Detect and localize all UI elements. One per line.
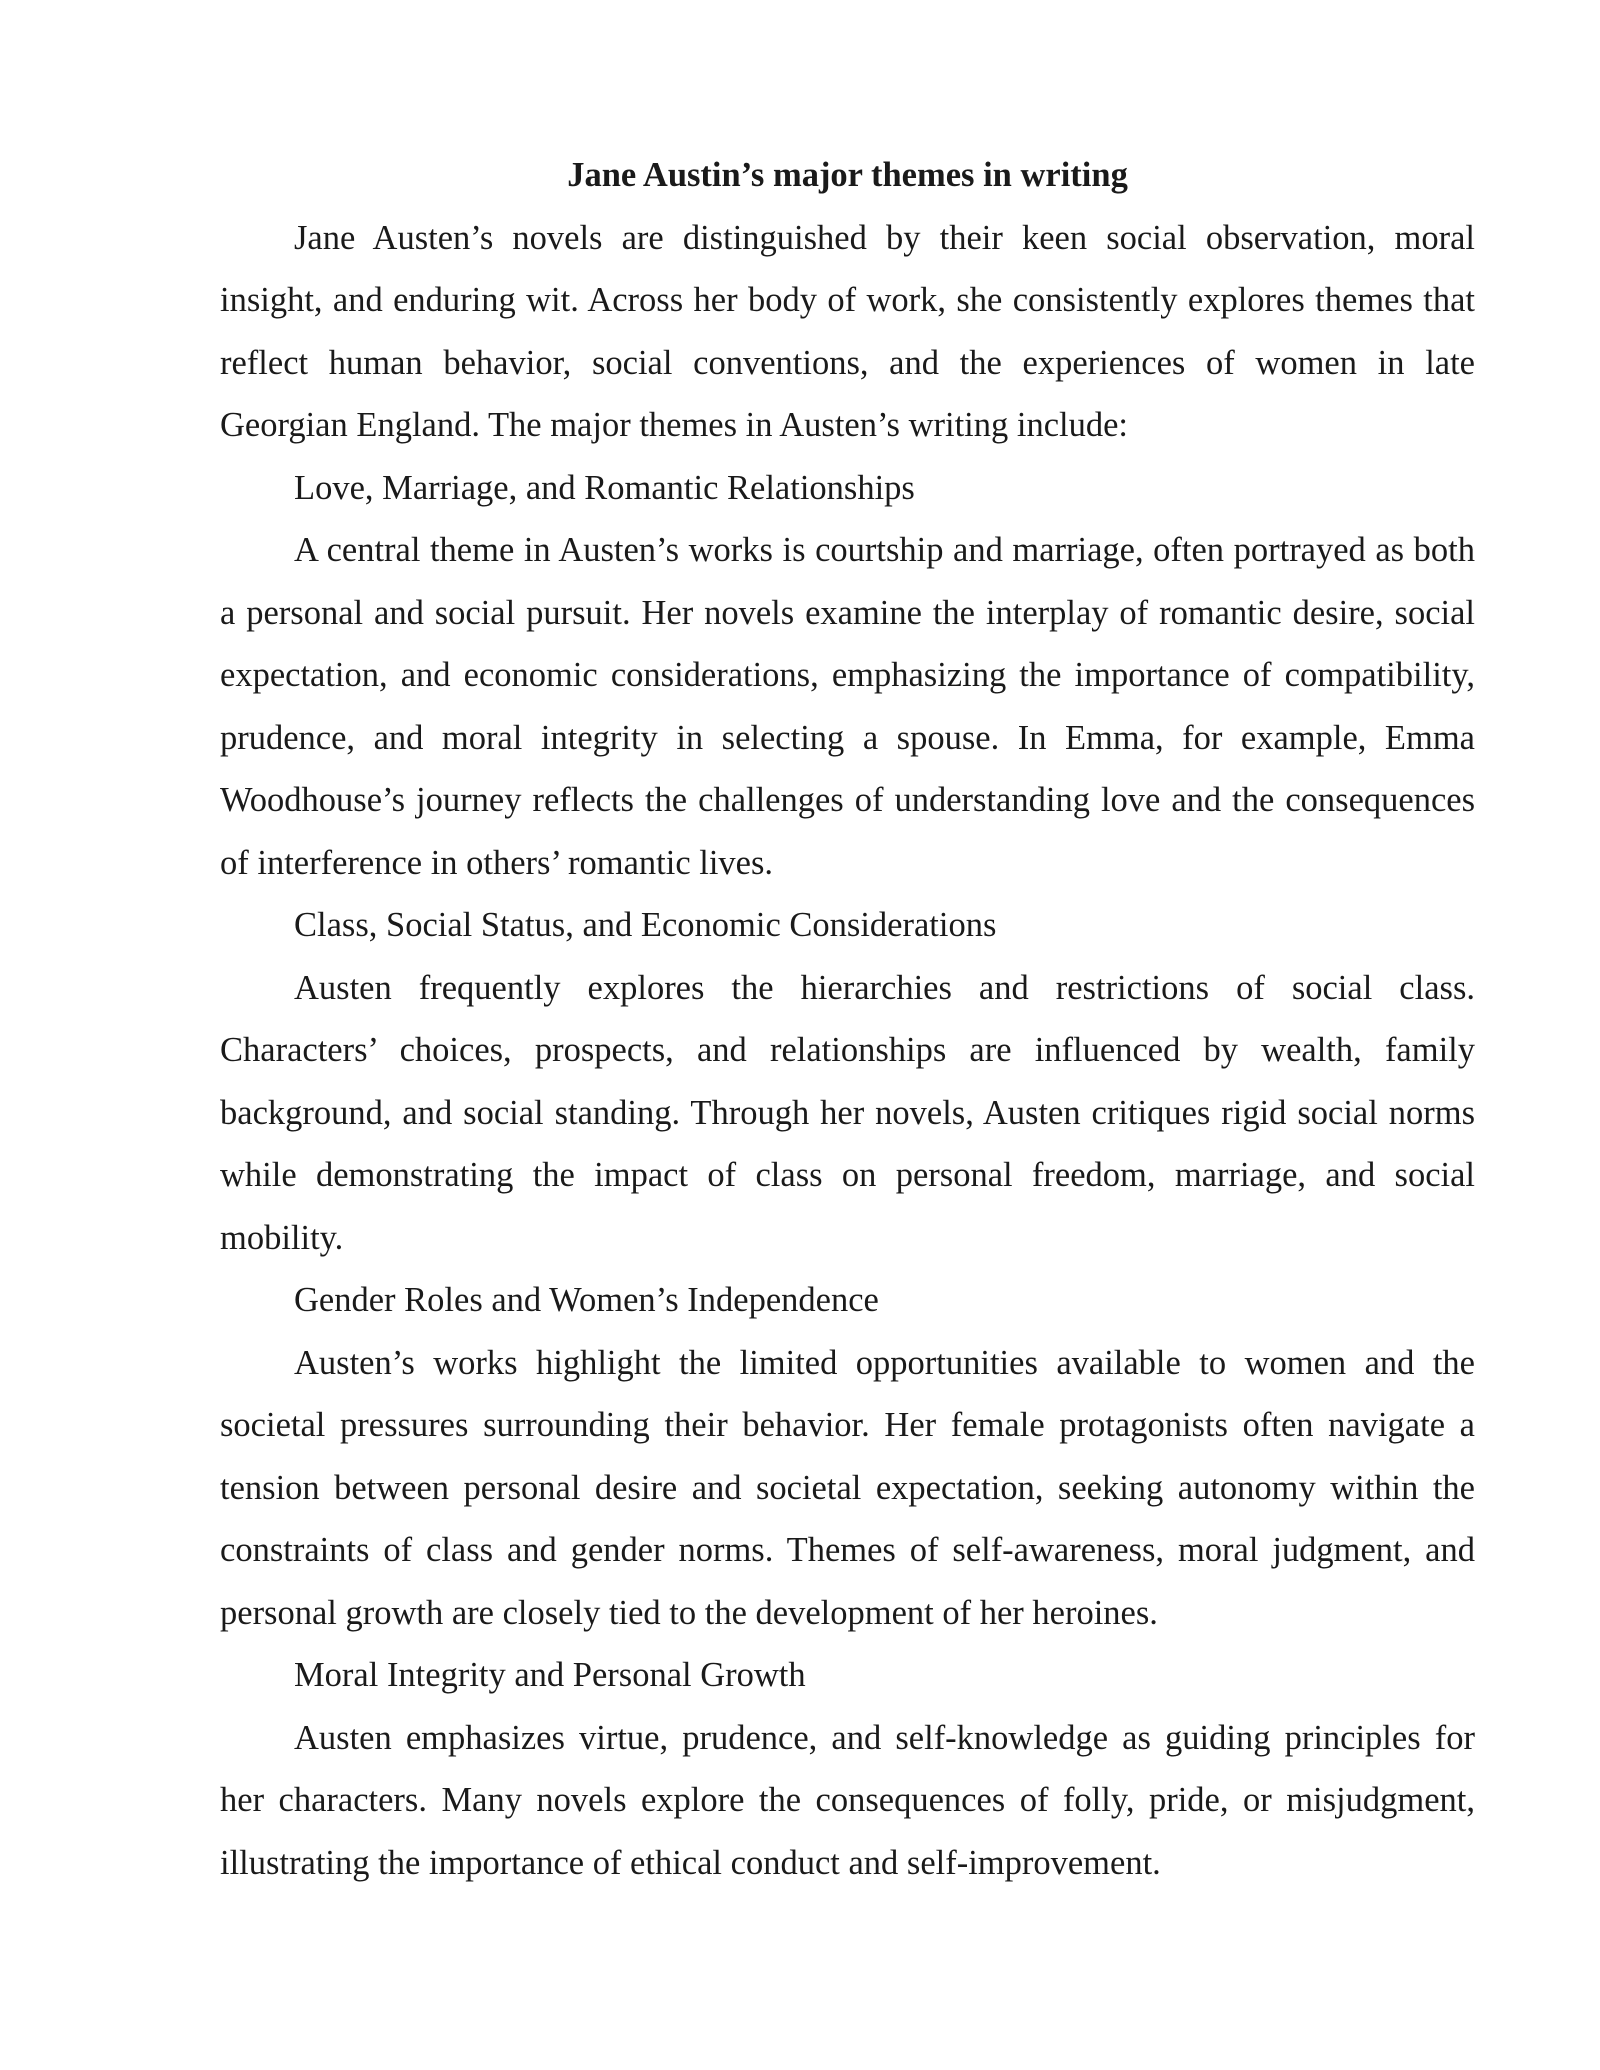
section-body-class-status: Austen frequently explores the hierarchies and restrictions of social class. Characters’ choices, prospects, and relationships are influenced by wealth, family background, and social standing. Through her novels, Austen critiques rigid social norms while demonstrating the impact of class on personal freedom, marriage, and social mobility. — [220, 968, 1475, 1257]
section-heading-class-status: Class, Social Status, and Economic Considerations — [294, 906, 997, 944]
document-title: Jane Austin’s major themes in writing — [567, 156, 1128, 194]
intro-paragraph: Jane Austen’s novels are distinguished by their keen social observation, moral insight, and enduring wit. Across her body of work, she consistently explores themes that reflect human behavior, social conventions, and the experiences of women in late Georgian England. The major themes in Austen’s writing include: — [220, 218, 1475, 444]
document-body — [220, 144, 1475, 1894]
section-heading-moral-integrity: Moral Integrity and Personal Growth — [294, 1656, 806, 1694]
section-heading-love-marriage: Love, Marriage, and Romantic Relationships — [294, 468, 915, 507]
section-body-gender-roles: Austen’s works highlight the limited opportunities available to women and the societal pressures surrounding their behavior. Her female protagonists often navigate a tension between personal desire and societal expectation, seeking autonomy within the constraints of class and gender norms. Themes of self-awareness, moral judgment, and personal growth are closely tied to the development of her heroines. — [220, 1343, 1475, 1632]
section-heading-gender-roles: Gender Roles and Women’s Independence — [294, 1281, 879, 1319]
section-body-moral-integrity: Austen emphasizes virtue, prudence, and self-knowledge as guiding principles for her characters. Many novels explore the consequences of folly, pride, or misjudgment, illustrating the importance of ethical conduct and self-improvement. — [220, 1718, 1475, 1882]
section-body-love-marriage: A central theme in Austen’s works is courtship and marriage, often portrayed as both a personal and social pursuit. Her novels examine the interplay of romantic desire, social expectation, and economic considerations, emphasizing the importance of compatibility, prudence, and moral integrity in selecting a spouse. In Emma, for example, Emma Woodhouse’s journey reflects the challenges of understanding love and the consequences of interference in others’ romantic lives. — [220, 531, 1475, 882]
